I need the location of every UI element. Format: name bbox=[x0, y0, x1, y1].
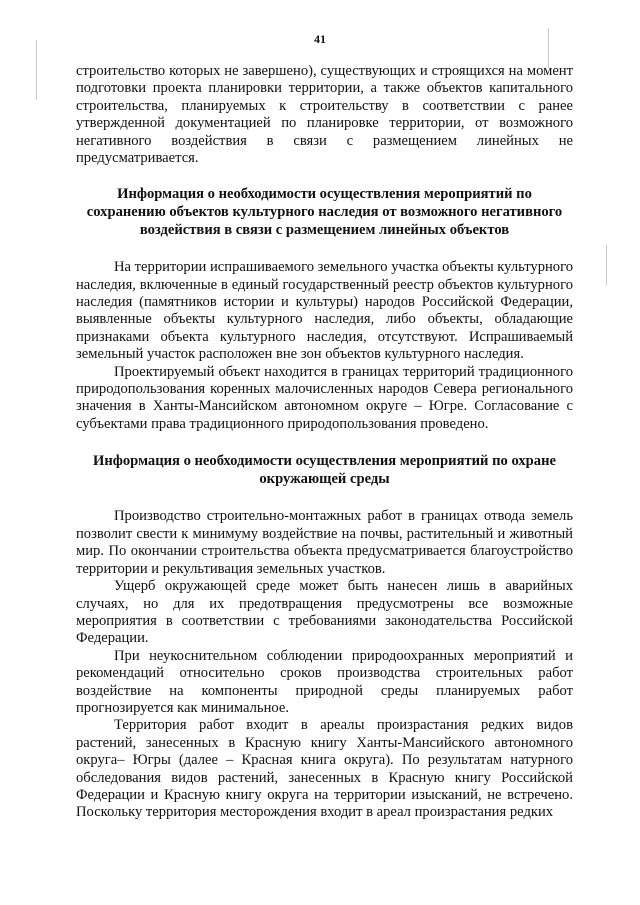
paragraph-red-book-plants: Территория работ входит в ареалы произрастания редких видов растений, занесенных в Красную книгу Ханты-Мансийского автономного округа– Югры (далее – Красная книга округа). По результатам натурного обследования видов растений, занесенных в Красную книгу Российской Федерации и Красную книгу округа на территории изысканий, не встречено. Поскольку территория месторождения входит в ареал произрастания редких bbox=[76, 717, 573, 821]
page-number: 41 bbox=[314, 32, 326, 46]
document-body bbox=[76, 63, 573, 822]
paragraph-construction-works: Производство строительно-монтажных работ в границах отвода земель позволит свести к минимуму воздействие на почвы, растительный и животный мир. По окончании строительства объекта предусматривается благоустройство территории и рекультивация земельных участков. bbox=[76, 508, 573, 577]
paragraph-traditional-land-use: Проектируемый объект находится в границах территорий традиционного природопользования коренных малочисленных народов Севера регионального значения в Ханты-Мансийском автономном округе – Югре. Согласование с субъектами права традиционного природопользования проведено. bbox=[76, 363, 573, 432]
paragraph-damage-accidents: Ущерб окружающей среде может быть нанесен лишь в аварийных случаях, но для их предотвращения предусмотрены все возможные мероприятия в соответствии с требованиями законодательства Российской Федерации. bbox=[76, 578, 573, 647]
section-heading-environment: Информация о необходимости осуществления мероприятий по охране окружающей среды bbox=[93, 453, 556, 487]
paragraph-continuation: строительство которых не завершено), существующих и строящихся на момент подготовки проекта планировки территории, а также объектов капитального строительства, планируемых к строительству в соответствии с ранее утвержденной документацией по планировке территории, от возможного негативного воздействия в связи с размещением линейных не предусматривается. bbox=[76, 63, 573, 167]
scan-artifact-left bbox=[36, 40, 37, 100]
paragraph-environmental-measures: При неукоснительном соблюдении природоохранных мероприятий и рекомендаций относительно сроков производства строительных работ воздействие на компоненты природной среды планируемых работ прогнозируется как минимальное. bbox=[76, 647, 573, 716]
paragraph-cultural-heritage: На территории испрашиваемого земельного участка объекты культурного наследия, включенные в единый государственный реестр объектов культурного наследия (памятников истории и культуры) народов Российской Федерации, выявленные объекты культурного наследия, либо объекты, обладающие признаками объекта культурного наследия, отсутствуют. Испрашиваемый земельный участок расположен вне зон объектов культурного наследия. bbox=[76, 259, 574, 363]
scan-artifact-right-lower bbox=[606, 245, 607, 285]
section-heading-cultural-heritage: Информация о необходимости осуществления мероприятий по сохранению объектов культурного наследия от возможного негативного воздействия в связи с размещением линейных объектов bbox=[86, 186, 563, 238]
